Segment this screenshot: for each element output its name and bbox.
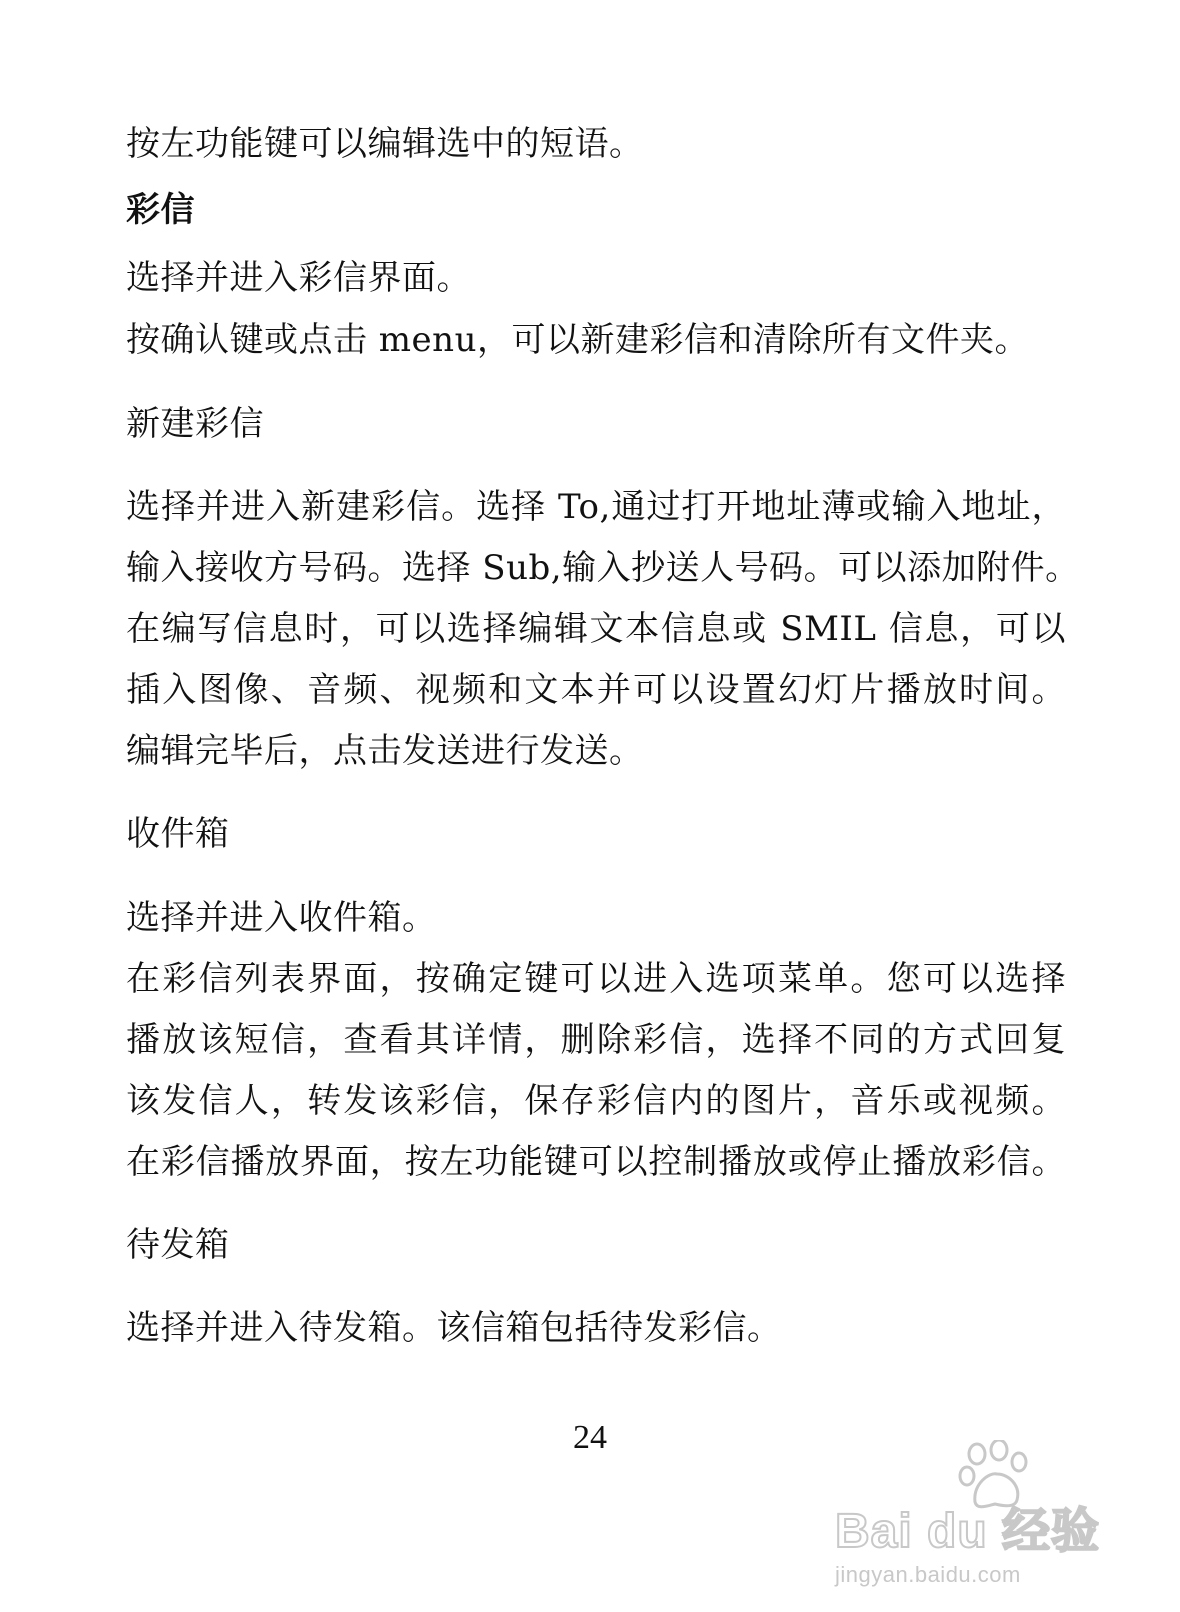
subsection-heading-new-mms: 新建彩信 xyxy=(126,404,264,444)
body-text-line: 插入图像、音频、视频和文本并可以设置幻灯片播放时间。 xyxy=(126,670,1066,710)
body-text-line: 按确认键或点击 menu，可以新建彩信和清除所有文件夹。 xyxy=(126,320,1029,360)
watermark-brand: Bai du 经验 xyxy=(835,1505,1101,1558)
body-text-line: 选择并进入收件箱。 xyxy=(126,898,437,938)
body-text-line: 选择并进入新建彩信。选择 To,通过打开地址薄或输入地址， xyxy=(126,487,1066,527)
body-text-line: 按左功能键可以编辑选中的短语。 xyxy=(126,124,644,164)
subsection-heading-outbox: 待发箱 xyxy=(126,1225,230,1265)
page-number: 24 xyxy=(573,1419,607,1456)
body-text-line: 输入接收方号码。选择 Sub,输入抄送人号码。可以添加附件。 xyxy=(126,548,1080,588)
baidu-jingyan-watermark xyxy=(835,1440,1105,1590)
body-text-line: 该发信人，转发该彩信，保存彩信内的图片，音乐或视频。 xyxy=(126,1081,1066,1121)
watermark-url: jingyan.baidu.com xyxy=(835,1562,1021,1587)
paw-icon xyxy=(955,1440,1035,1512)
body-text-line: 在彩信列表界面，按确定键可以进入选项菜单。您可以选择 xyxy=(126,959,1066,999)
body-text-line: 编辑完毕后，点击发送进行发送。 xyxy=(126,731,644,771)
body-text-line: 播放该短信，查看其详情，删除彩信，选择不同的方式回复 xyxy=(126,1020,1066,1060)
subsection-heading-inbox: 收件箱 xyxy=(126,814,230,854)
section-heading-mms: 彩信 xyxy=(126,190,195,230)
body-text-line: 选择并进入待发箱。该信箱包括待发彩信。 xyxy=(126,1308,782,1348)
body-text-line: 在编写信息时，可以选择编辑文本信息或 SMIL 信息，可以 xyxy=(126,609,1066,649)
body-text-line: 在彩信播放界面，按左功能键可以控制播放或停止播放彩信。 xyxy=(126,1142,1066,1182)
body-text-line: 选择并进入彩信界面。 xyxy=(126,258,471,298)
